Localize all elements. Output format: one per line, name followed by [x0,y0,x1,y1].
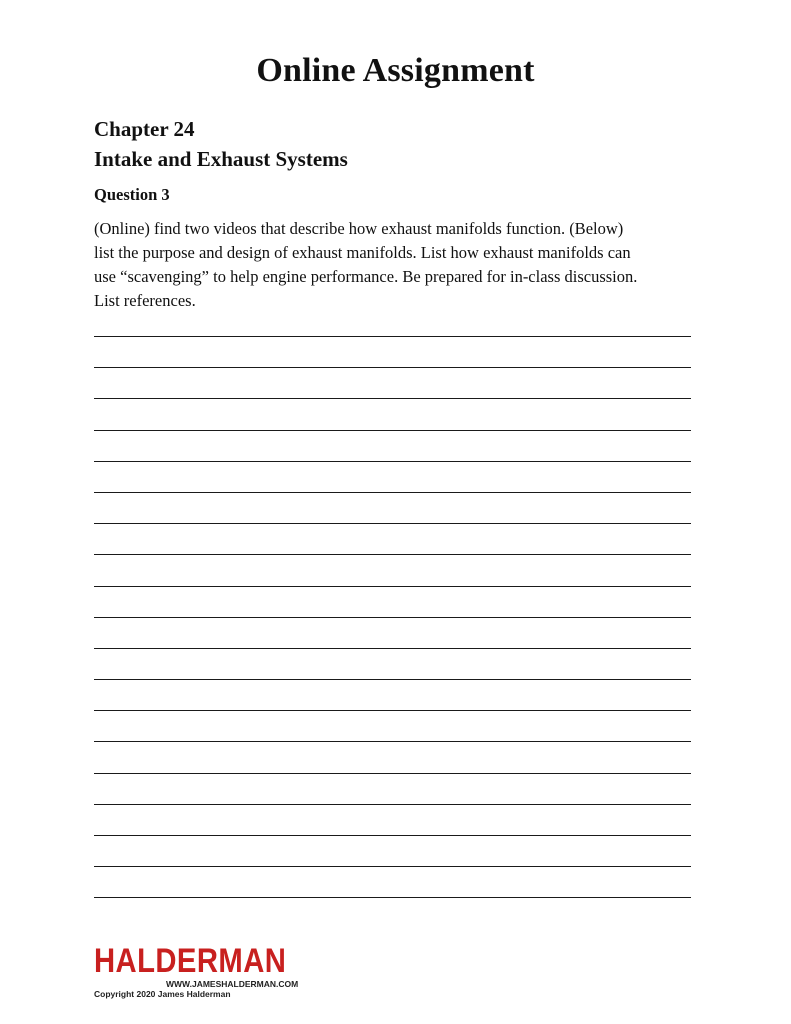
answer-line[interactable] [94,398,691,429]
question-prompt [94,217,694,313]
footer [94,942,318,999]
chapter-title: Intake and Exhaust Systems [94,147,348,171]
answer-line[interactable] [94,835,691,866]
copyright-text: Copyright 2020 James Halderman [94,989,231,999]
brand-url: WWW.JAMESHALDERMAN.COM [166,979,299,989]
page-title: Online Assignment [256,52,535,89]
chapter-number: Chapter 24 [94,117,195,141]
halderman-logo: HALDERMAN [94,942,287,980]
answer-line[interactable] [94,866,691,897]
answer-line[interactable] [94,430,691,461]
answer-line[interactable] [94,586,691,617]
answer-line[interactable] [94,336,691,367]
answer-line[interactable] [94,617,691,648]
answer-line[interactable] [94,461,691,492]
question-label: Question 3 [94,185,170,204]
answer-line[interactable] [94,804,691,835]
answer-line[interactable] [94,773,691,804]
prompt-line: List references. [94,291,196,310]
answer-line[interactable] [94,492,691,523]
answer-line[interactable] [94,554,691,585]
answer-area[interactable] [94,336,691,929]
chapter-heading [94,114,348,174]
prompt-line: list the purpose and design of exhaust manifolds. List how exhaust manifolds can [94,243,631,262]
answer-line[interactable] [94,367,691,398]
answer-line[interactable] [94,679,691,710]
answer-line[interactable] [94,648,691,679]
answer-line[interactable] [94,897,691,928]
answer-line[interactable] [94,710,691,741]
prompt-line: use “scavenging” to help engine performance. Be prepared for in-class discussion. [94,267,638,286]
answer-line[interactable] [94,523,691,554]
answer-line[interactable] [94,741,691,772]
prompt-line: (Online) find two videos that describe how exhaust manifolds function. (Below) [94,219,624,238]
